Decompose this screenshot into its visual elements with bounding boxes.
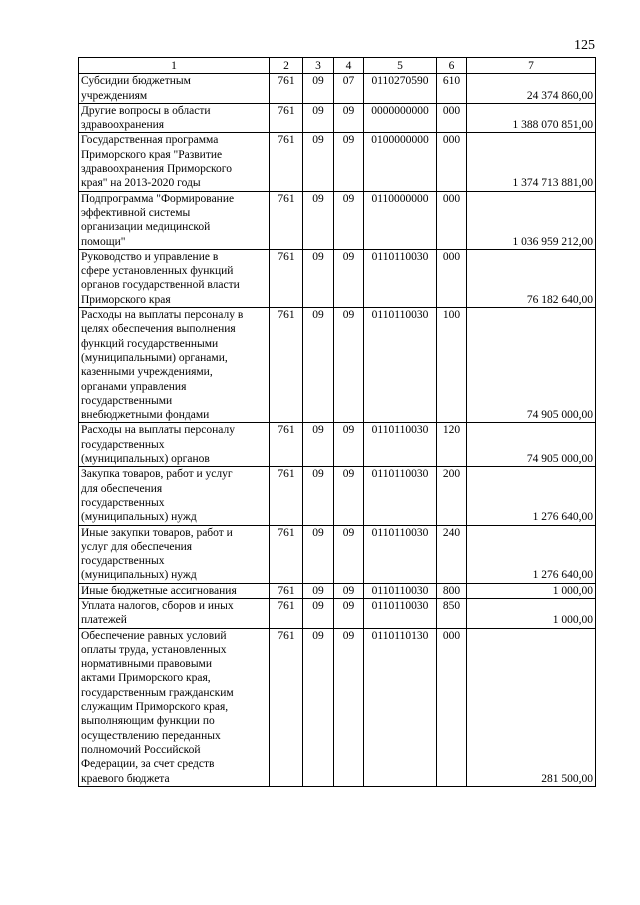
row-name-line: внебюджетными фондами <box>81 409 210 422</box>
row-name-line: государственных <box>81 555 165 568</box>
row-name-line: Государственная программа <box>81 134 219 147</box>
row-name-line: актами Приморского края, <box>81 672 211 685</box>
row-code-cell: 120 <box>437 423 467 467</box>
row-code-cell: 09 <box>303 467 334 525</box>
row-sum-cell: 74 905 000,00 <box>467 423 596 467</box>
row-name-line: органами управления <box>81 380 187 393</box>
row-code-cell: 0110110030 <box>364 583 437 598</box>
row-name-cell <box>79 103 270 133</box>
table-row <box>79 74 596 104</box>
page-number: 125 <box>574 38 595 53</box>
row-code-cell: 761 <box>270 525 303 583</box>
table-row <box>79 191 596 249</box>
row-name-line: края" на 2013-2020 годы <box>81 177 201 190</box>
row-code-cell: 09 <box>334 525 364 583</box>
column-header: 6 <box>437 58 467 74</box>
row-name-line: (муниципальных) нужд <box>81 511 197 524</box>
row-code-cell: 240 <box>437 525 467 583</box>
table-header-row <box>79 58 596 74</box>
row-code-cell: 761 <box>270 191 303 249</box>
row-name-line: Субсидии бюджетным <box>81 75 191 88</box>
column-header: 4 <box>334 58 364 74</box>
column-header: 1 <box>79 58 270 74</box>
row-code-cell: 800 <box>437 583 467 598</box>
row-code-cell: 09 <box>334 191 364 249</box>
row-name-line: выполняющим функции по <box>81 715 215 728</box>
row-name-line: служащим Приморского края, <box>81 701 229 714</box>
row-code-cell: 0100000000 <box>364 133 437 191</box>
row-name-cell <box>79 467 270 525</box>
row-code-cell: 000 <box>437 628 467 786</box>
row-code-cell: 000 <box>437 191 467 249</box>
row-code-cell: 09 <box>334 423 364 467</box>
row-name-line: (муниципальными) органами, <box>81 351 228 364</box>
row-name-line: здравоохранения <box>81 119 165 132</box>
row-sum-cell: 24 374 860,00 <box>467 74 596 104</box>
row-code-cell: 09 <box>334 308 364 423</box>
row-code-cell: 0110110030 <box>364 249 437 307</box>
table-row <box>79 583 596 598</box>
table-row <box>79 628 596 786</box>
row-name-line: Расходы на выплаты персоналу в <box>81 309 244 322</box>
row-code-cell: 09 <box>303 74 334 104</box>
row-code-cell: 09 <box>334 467 364 525</box>
row-code-cell: 761 <box>270 423 303 467</box>
row-code-cell: 761 <box>270 467 303 525</box>
row-code-cell: 761 <box>270 103 303 133</box>
table-row <box>79 103 596 133</box>
row-code-cell: 07 <box>334 74 364 104</box>
row-name-line: целях обеспечения выполнения <box>81 323 236 336</box>
row-name-cell <box>79 133 270 191</box>
row-name-line: (муниципальных) органов <box>81 453 210 466</box>
column-header: 3 <box>303 58 334 74</box>
column-header: 7 <box>467 58 596 74</box>
row-name-line: Иные бюджетные ассигнования <box>81 584 237 597</box>
row-name-line: Федерации, за счет средств <box>81 758 215 771</box>
row-name-cell <box>79 598 270 628</box>
table-row <box>79 308 596 423</box>
row-code-cell: 09 <box>303 249 334 307</box>
table-row <box>79 423 596 467</box>
row-name-line: платежей <box>81 614 127 627</box>
row-name-cell <box>79 583 270 598</box>
row-code-cell: 761 <box>270 308 303 423</box>
row-sum-cell: 1 388 070 851,00 <box>467 103 596 133</box>
row-name-line: органов государственной власти <box>81 279 240 292</box>
column-header: 2 <box>270 58 303 74</box>
budget-table <box>78 57 596 787</box>
row-code-cell: 610 <box>437 74 467 104</box>
row-name-line: оплаты труда, установленных <box>81 643 227 656</box>
row-code-cell: 09 <box>303 628 334 786</box>
row-sum-cell: 1 000,00 <box>467 598 596 628</box>
row-code-cell: 09 <box>334 249 364 307</box>
row-code-cell: 0110110130 <box>364 628 437 786</box>
row-name-line: казенными учреждениями, <box>81 366 213 379</box>
row-name-line: Иные закупки товаров, работ и <box>81 526 233 539</box>
row-name-line: Приморского края "Развитие <box>81 148 223 161</box>
column-header: 5 <box>364 58 437 74</box>
row-code-cell: 761 <box>270 583 303 598</box>
row-code-cell: 0110110030 <box>364 598 437 628</box>
row-name-line: нормативными правовыми <box>81 658 212 671</box>
table-row <box>79 467 596 525</box>
row-code-cell: 850 <box>437 598 467 628</box>
row-name-line: здравоохранения Приморского <box>81 163 232 176</box>
row-name-line: сфере установленных функций <box>81 265 234 278</box>
row-name-line: Обеспечение равных условий <box>81 629 227 642</box>
row-name-line: краевого бюджета <box>81 772 170 785</box>
row-code-cell: 09 <box>303 423 334 467</box>
row-name-cell <box>79 74 270 104</box>
row-code-cell: 761 <box>270 74 303 104</box>
row-code-cell: 09 <box>303 583 334 598</box>
row-code-cell: 000 <box>437 249 467 307</box>
row-code-cell: 0110110030 <box>364 308 437 423</box>
table-row <box>79 525 596 583</box>
row-name-cell <box>79 191 270 249</box>
row-name-cell <box>79 423 270 467</box>
row-sum-cell: 1 276 640,00 <box>467 525 596 583</box>
row-name-line: функций государственными <box>81 337 219 350</box>
row-sum-cell: 1 000,00 <box>467 583 596 598</box>
row-code-cell: 09 <box>303 103 334 133</box>
row-code-cell: 09 <box>334 133 364 191</box>
row-code-cell: 761 <box>270 628 303 786</box>
row-code-cell: 09 <box>303 598 334 628</box>
row-name-line: Закупка товаров, работ и услуг <box>81 468 233 481</box>
row-code-cell: 0110110030 <box>364 467 437 525</box>
row-code-cell: 200 <box>437 467 467 525</box>
row-name-line: Уплата налогов, сборов и иных <box>81 599 234 612</box>
row-name-line: Подпрограмма "Формирование <box>81 192 235 205</box>
table-row <box>79 598 596 628</box>
row-code-cell: 761 <box>270 133 303 191</box>
row-sum-cell: 1 276 640,00 <box>467 467 596 525</box>
row-code-cell: 09 <box>334 583 364 598</box>
row-code-cell: 761 <box>270 598 303 628</box>
row-name-line: государственным гражданским <box>81 686 234 699</box>
row-name-cell <box>79 525 270 583</box>
row-code-cell: 000 <box>437 133 467 191</box>
row-name-cell <box>79 308 270 423</box>
row-name-line: полномочий Российской <box>81 743 201 756</box>
row-name-line: учреждениям <box>81 89 148 102</box>
row-code-cell: 0110110030 <box>364 423 437 467</box>
row-name-line: Другие вопросы в области <box>81 104 211 117</box>
row-code-cell: 000 <box>437 103 467 133</box>
row-sum-cell: 74 905 000,00 <box>467 308 596 423</box>
row-sum-cell: 1 374 713 881,00 <box>467 133 596 191</box>
row-name-line: Руководство и управление в <box>81 250 219 263</box>
row-name-line: Расходы на выплаты персоналу <box>81 424 235 437</box>
row-name-line: (муниципальных) нужд <box>81 569 197 582</box>
row-name-line: Приморского края <box>81 293 171 306</box>
row-sum-cell: 76 182 640,00 <box>467 249 596 307</box>
row-code-cell: 761 <box>270 249 303 307</box>
row-name-line: организации медицинской <box>81 221 211 234</box>
row-name-line: для обеспечения <box>81 482 163 495</box>
row-name-line: государственными <box>81 394 173 407</box>
row-code-cell: 0000000000 <box>364 103 437 133</box>
row-name-line: помощи" <box>81 235 126 248</box>
row-name-line: эффективной системы <box>81 206 191 219</box>
row-code-cell: 100 <box>437 308 467 423</box>
row-sum-cell: 1 036 959 212,00 <box>467 191 596 249</box>
row-name-line: государственных <box>81 496 165 509</box>
row-code-cell: 09 <box>334 598 364 628</box>
row-code-cell: 09 <box>303 133 334 191</box>
row-code-cell: 09 <box>334 628 364 786</box>
row-name-cell <box>79 628 270 786</box>
row-code-cell: 09 <box>334 103 364 133</box>
row-code-cell: 09 <box>303 308 334 423</box>
row-name-line: осуществлению переданных <box>81 729 221 742</box>
row-code-cell: 09 <box>303 525 334 583</box>
row-code-cell: 09 <box>303 191 334 249</box>
row-code-cell: 0110110030 <box>364 525 437 583</box>
row-name-line: государственных <box>81 438 165 451</box>
row-code-cell: 0110270590 <box>364 74 437 104</box>
row-name-cell <box>79 249 270 307</box>
row-code-cell: 0110000000 <box>364 191 437 249</box>
table-row <box>79 133 596 191</box>
row-name-line: услуг для обеспечения <box>81 540 193 553</box>
row-sum-cell: 281 500,00 <box>467 628 596 786</box>
table-row <box>79 249 596 307</box>
